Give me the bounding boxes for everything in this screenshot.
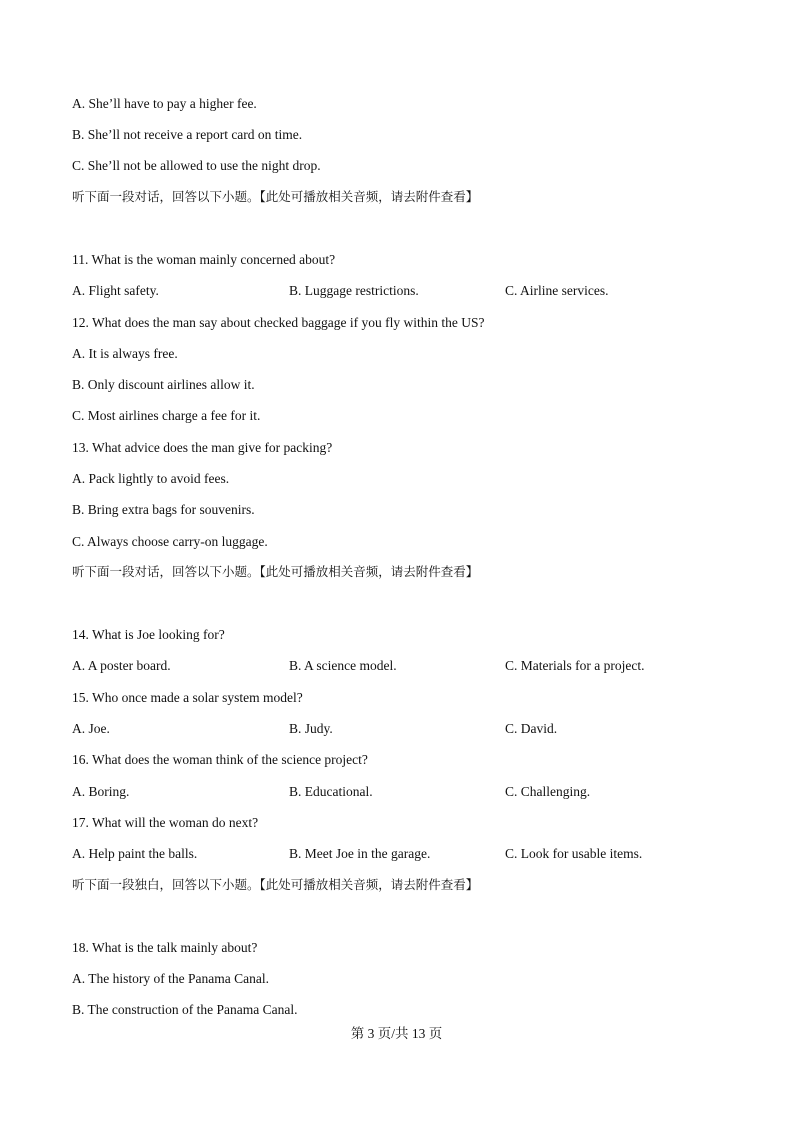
q10-option-c: C. She’ll not be allowed to use the night drop. bbox=[72, 158, 321, 173]
q14-question: 14. What is Joe looking for? bbox=[72, 627, 225, 642]
q11-option-c: C. Airline services. bbox=[505, 283, 609, 298]
q17-option-b: B. Meet Joe in the garage. bbox=[289, 846, 431, 861]
q11-option-b: B. Luggage restrictions. bbox=[289, 283, 419, 298]
q18-question: 18. What is the talk mainly about? bbox=[72, 940, 258, 955]
instruction-dialogue-1: 听下面一段对话，回答以下小题。【此处可播放相关音频，请去附件查看】 bbox=[72, 189, 479, 204]
q16-option-c: C. Challenging. bbox=[505, 784, 591, 799]
q16-option-a: A. Boring. bbox=[72, 784, 130, 799]
q18-option-b: B. The construction of the Panama Canal. bbox=[72, 1002, 298, 1017]
q11-option-a: A. Flight safety. bbox=[72, 283, 159, 298]
q17-question: 17. What will the woman do next? bbox=[72, 815, 259, 830]
q12-option-a: A. It is always free. bbox=[72, 346, 178, 361]
q13-option-c: C. Always choose carry-on luggage. bbox=[72, 534, 268, 549]
q15-question: 15. Who once made a solar system model? bbox=[72, 690, 303, 705]
q13-option-a: A. Pack lightly to avoid fees. bbox=[72, 471, 230, 486]
q17-option-c: C. Look for usable items. bbox=[505, 846, 643, 861]
q13-question: 13. What advice does the man give for packing? bbox=[72, 440, 333, 455]
q15-option-b: B. Judy. bbox=[289, 721, 333, 736]
q12-question: 12. What does the man say about checked baggage if you fly within the US? bbox=[72, 315, 485, 330]
q12-option-b: B. Only discount airlines allow it. bbox=[72, 377, 255, 392]
instruction-monologue: 听下面一段独白，回答以下小题。【此处可播放相关音频，请去附件查看】 bbox=[72, 877, 479, 892]
q17-option-a: A. Help paint the balls. bbox=[72, 846, 198, 861]
q10-option-a: A. She’ll have to pay a higher fee. bbox=[72, 96, 257, 111]
q18-option-a: A. The history of the Panama Canal. bbox=[72, 971, 269, 986]
q16-option-b: B. Educational. bbox=[289, 784, 373, 799]
page-footer: 第 3 页/共 13 页 bbox=[350, 1026, 443, 1041]
q10-option-b: B. She’ll not receive a report card on time. bbox=[72, 127, 303, 142]
q15-option-c: C. David. bbox=[505, 721, 558, 736]
q14-option-c: C. Materials for a project. bbox=[505, 658, 645, 673]
instruction-dialogue-2: 听下面一段对话，回答以下小题。【此处可播放相关音频，请去附件查看】 bbox=[72, 564, 479, 579]
q15-option-a: A. Joe. bbox=[72, 721, 110, 736]
q16-question: 16. What does the woman think of the science project? bbox=[72, 752, 368, 767]
q14-option-a: A. A poster board. bbox=[72, 658, 171, 673]
q13-option-b: B. Bring extra bags for souvenirs. bbox=[72, 502, 255, 517]
q14-option-b: B. A science model. bbox=[289, 658, 397, 673]
q12-option-c: C. Most airlines charge a fee for it. bbox=[72, 408, 261, 423]
q11-question: 11. What is the woman mainly concerned about? bbox=[72, 252, 336, 267]
